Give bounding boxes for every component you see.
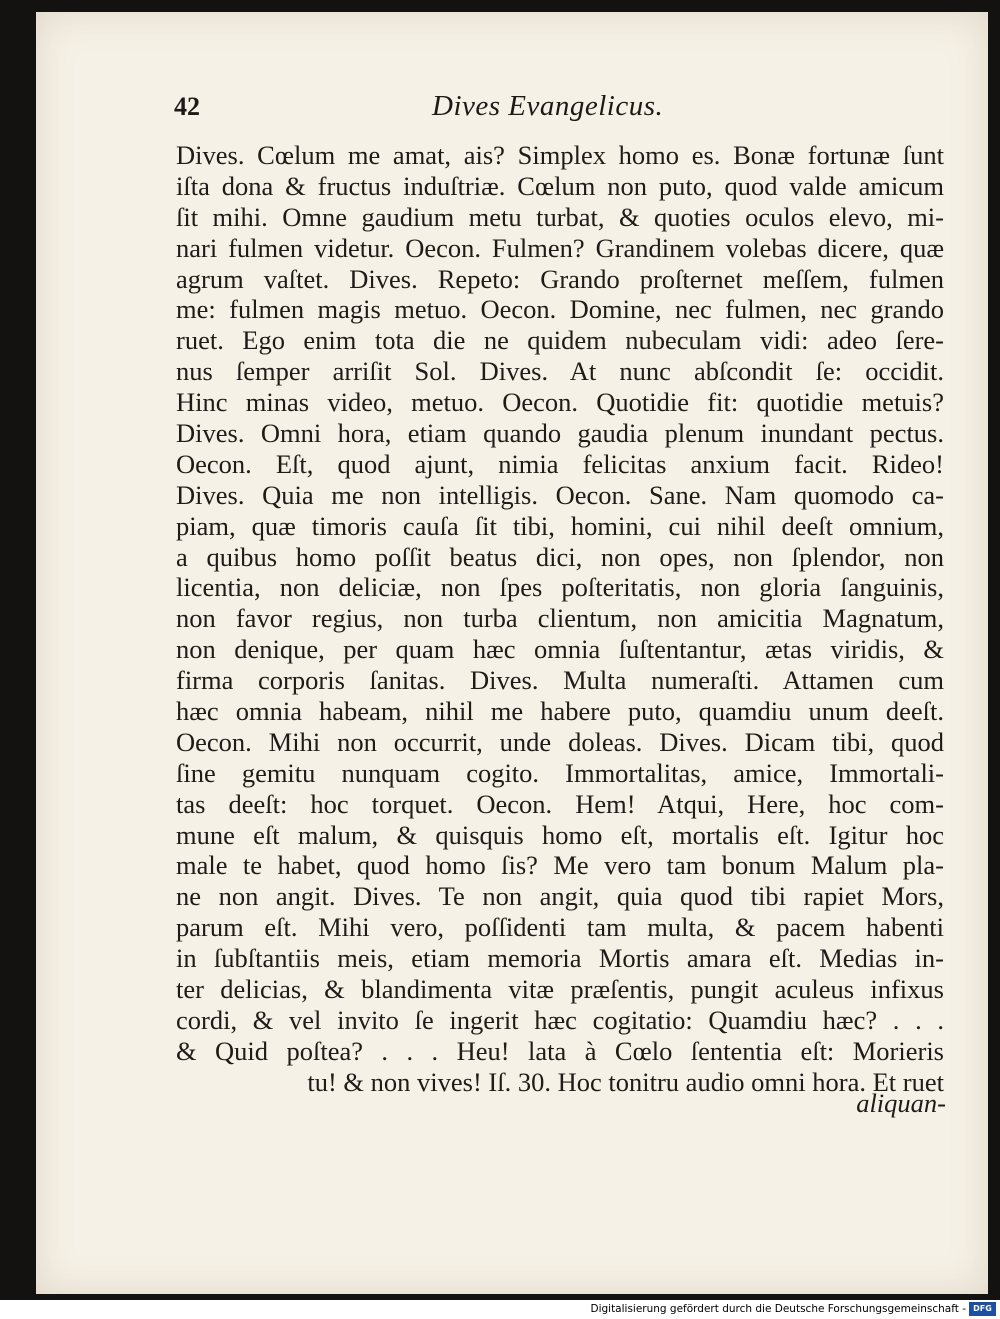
dfg-logo: DFG <box>969 1302 996 1316</box>
running-head: Dives Evangelicus. <box>432 90 664 122</box>
text-line: non favor regius, non turba clientum, non amicitia Magnatum, <box>176 603 944 634</box>
text-line: Dives. Cœlum me amat, ais? Simplex homo es. Bonæ fortunæ ſunt <box>176 140 944 170</box>
text-line: a quibus homo poſſit beatus dici, non opes, non ſplendor, non <box>176 541 944 572</box>
text-line: non denique, per quam hæc omnia ſuſtentantur, ætas viridis, & <box>176 634 944 665</box>
text-line: ruet. Ego enim tota die ne quidem nubeculam vidi: adeo ſere- <box>176 325 944 356</box>
page-header <box>174 86 974 126</box>
text-line: nari fulmen videtur. Oecon. Fulmen? Grandinem volebas dicere, quæ <box>176 232 944 263</box>
text-line: Oecon. Eſt, quod ajunt, nimia felicitas anxium facit. Rideo! <box>176 448 944 479</box>
text-line: cordi, & vel invito ſe ingerit hæc cogitatio: Quamdiu hæc? . . . <box>176 1004 944 1035</box>
text-line: licentia, non deliciæ, non ſpes poſteritatis, non gloria ſanguinis, <box>176 572 944 603</box>
text-line: Hinc minas video, metuo. Oecon. Quotidie fit: quotidie metuis? <box>176 387 944 418</box>
funding-credit: Digitalisierung gefördert durch die Deutsche Forschungsgemeinschaft - <box>590 1303 966 1315</box>
text-line: ſit mihi. Omne gaudium metu turbat, & quoties oculos elevo, mi- <box>176 201 944 232</box>
text-line: iſta dona & fructus induſtriæ. Cœlum non puto, quod valde amicum <box>176 170 944 201</box>
text-line: Dives. Quia me non intelligis. Oecon. Sane. Nam quomodo ca- <box>176 479 944 510</box>
text-line: Dives. Omni hora, etiam quando gaudia plenum inundant pectus. <box>176 418 944 449</box>
text-line: ne non angit. Dives. Te non angit, quia quod tibi rapiet Mors, <box>176 881 944 912</box>
text-line: tas deeſt: hoc torquet. Oecon. Hem! Atqui, Here, hoc com- <box>176 788 944 819</box>
text-line: ter delicias, & blandimenta vitæ præſentis, pungit aculeus infixus <box>176 974 944 1005</box>
page-number: 42 <box>174 92 200 121</box>
text-line: ſine gemitu nunquam cogito. Immortalitas, amice, Immortali- <box>176 757 944 788</box>
text-line: hæc omnia habeam, nihil me habere puto, quamdiu unum deeſt. <box>176 696 944 727</box>
text-line: Oecon. Mihi non occurrit, unde doleas. Dives. Dicam tibi, quod <box>176 726 944 757</box>
text-line: tu! & non vives! Iſ. 30. Hoc tonitru audio omni hora. Et ruet <box>307 1066 944 1097</box>
text-line: mune eſt malum, & quisquis homo eſt, mortalis eſt. Igitur hoc <box>176 819 944 850</box>
text-line: & Quid poſtea? . . . Heu! lata à Cœlo ſententia eſt: Morieris <box>176 1035 944 1066</box>
catchword: aliquan- <box>856 1088 946 1118</box>
text-line: agrum vaſtet. Dives. Repeto: Grando proſternet meſſem, fulmen <box>176 263 944 294</box>
footer-bar <box>0 1300 1000 1319</box>
text-line: male te habet, quod homo ſis? Me vero tam bonum Malum pla- <box>176 850 944 881</box>
text-line: me: fulmen magis metuo. Oecon. Domine, nec fulmen, nec grando <box>176 294 944 325</box>
text-line: nus ſemper arriſit Sol. Dives. At nunc abſcondit ſe: occidit. <box>176 356 944 387</box>
text-line: firma corporis ſanitas. Dives. Multa numeraſti. Attamen cum <box>176 665 944 696</box>
text-line: parum eſt. Mihi vero, poſſidenti tam multa, & pacem habenti <box>176 912 944 943</box>
body-text <box>176 140 944 1098</box>
text-line: in ſubſtantiis meis, etiam memoria Mortis amara eſt. Medias in- <box>176 943 944 974</box>
text-line: piam, quæ timoris cauſa ſit tibi, homini, cui nihil deeſt omnium, <box>176 510 944 541</box>
